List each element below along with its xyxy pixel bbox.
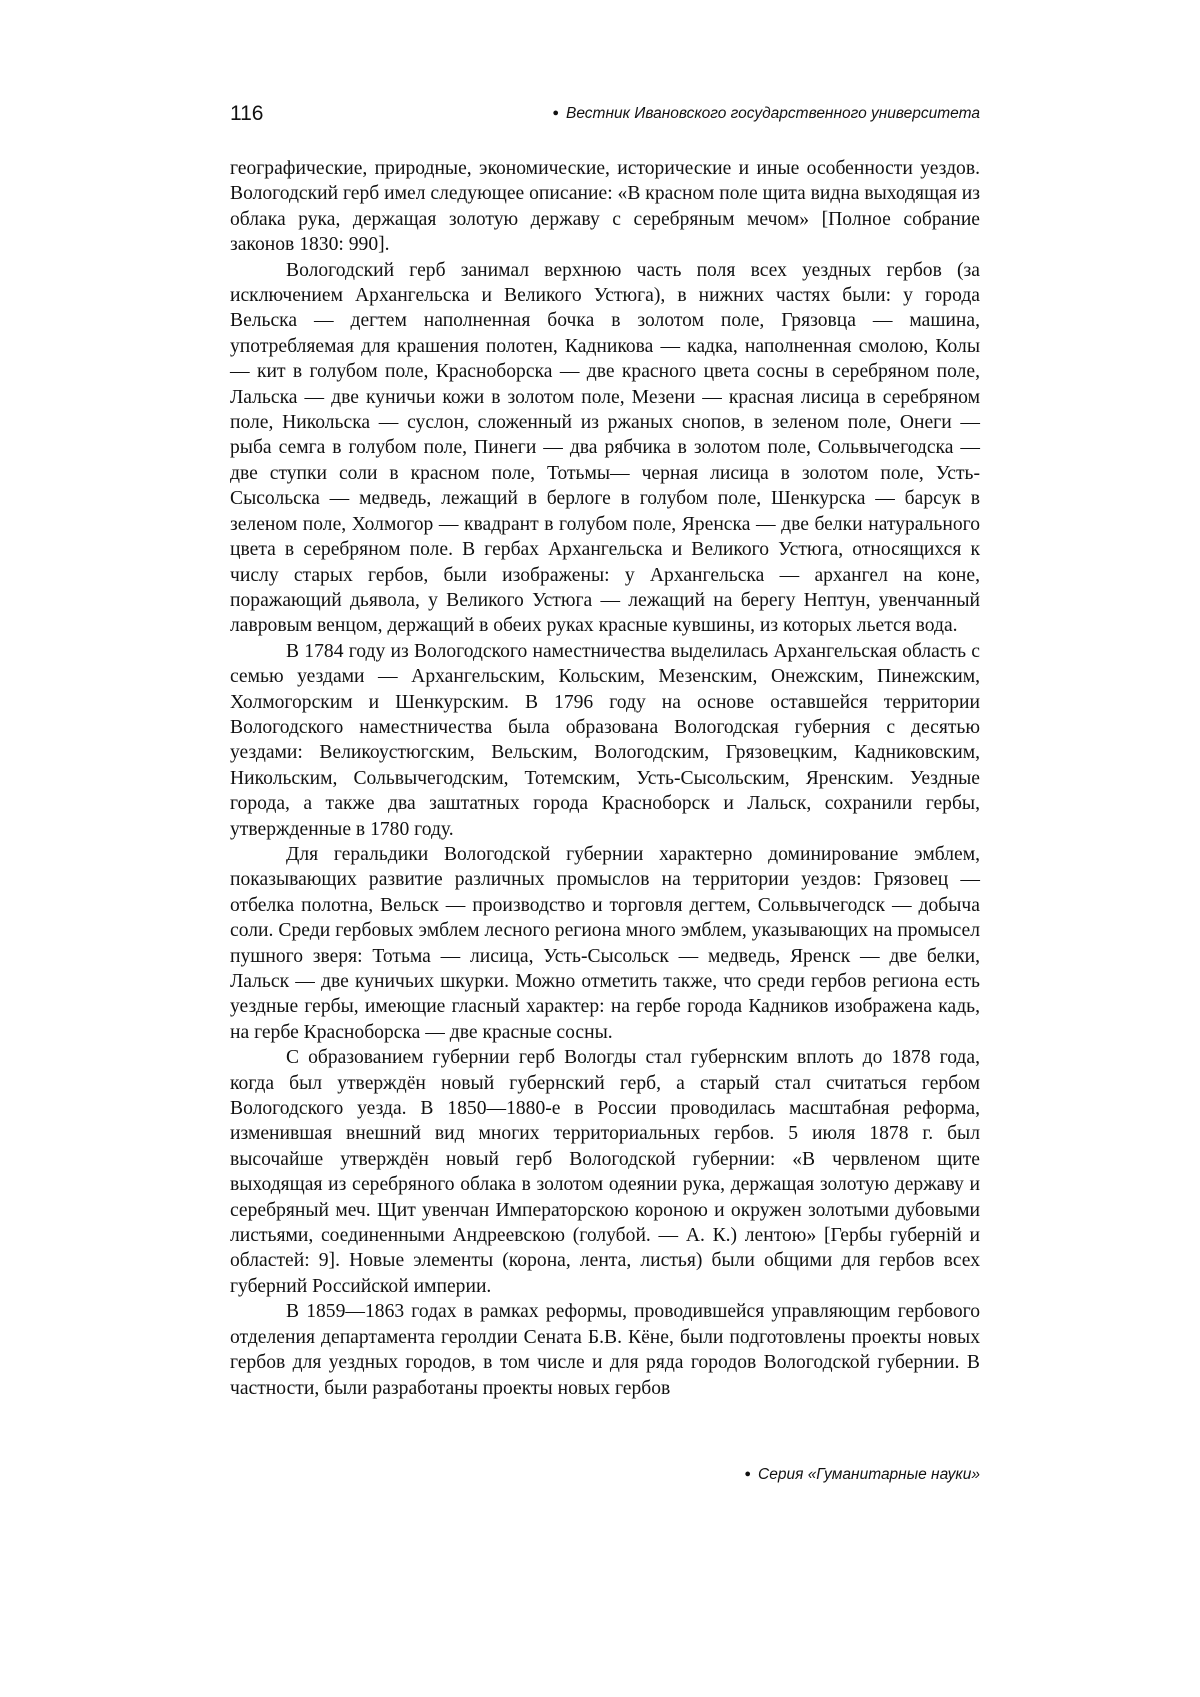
header-bullet-icon: ● <box>552 107 559 119</box>
series-title: Серия «Гуманитарные науки» <box>758 1466 980 1483</box>
paragraph-1: географические, природные, экономические, исторические и иные особенности уездов. Вологодский герб имел следующее описание: «В красном поле щита видна выходящая из облака рука, держащая золотую державу с серебряным мечом» [Полное собрание законов 1830: 990]. <box>230 156 980 258</box>
journal-title-text: Вестник Ивановского государственного университета <box>566 105 980 122</box>
page-number: 116 <box>230 102 263 126</box>
paragraph-4: Для геральдики Вологодской губернии характерно доминирование эмблем, показывающих развитие различных промыслов на территории уездов: Грязовец — отбелка полотна, Вельск — производство и торговля дегтем, Сольвычегодск — добыча соли. Среди гербовых эмблем лесного региона много эмблем, указывающих на промысел пушного зверя: Тотьма — лисица, Усть-Сысольск — медведь, Яренск — две белки, Лальск — две куничьих шкурки. Можно отметить также, что среди гербов региона есть уездные гербы, имеющие гласный характер: на гербе города Кадников изображена кадь, на гербе Красноборска — две красные сосны. <box>230 842 980 1045</box>
footer-bullet-icon: ● <box>744 1468 751 1480</box>
paragraph-3: В 1784 году из Вологодского наместничества выделилась Архангельская область с семью уездами — Архангельским, Кольским, Мезенским, Онежским, Пинежским, Холмогорским и Шенкурским. В 1796 году на основе оставшейся территории Вологодского наместничества была образована Вологодская губерния с десятью уездами: Великоустюгским, Вельским, Вологодским, Грязовецким, Кадниковским, Никольским, Сольвычегодским, Тотемским, Усть-Сысольским, Яренским. Уездные города, а также два заштатных города Красноборск и Лальск, сохранили гербы, утвержденные в 1780 году. <box>230 639 980 842</box>
paragraph-2: Вологодский герб занимал верхнюю часть поля всех уездных гербов (за исключением Архангельска и Великого Устюга), в нижних частях были: у города Вельска — дегтем наполненная бочка в золотом поле, Грязовца — машина, употребляемая для крашения полотен, Кадникова — кадка, наполненная смолою, Колы — кит в голубом поле, Красноборска — две красного цвета сосны в серебряном поле, Лальска — две куничьи кожи в золотом поле, Мезени — красная лисица в серебряном поле, Никольска — суслон, сложенный из ржаных снопов, в зеленом поле, Онеги — рыба семга в голубом поле, Пинеги — два рябчика в золотом поле, Сольвычегодска — две ступки соли в красном поле, Тотьмы— черная лисица в золотом поле, Усть-Сысольска — медведь, лежащий в берлоге в голубом поле, Шенкурска — барсук в зеленом поле, Холмогор — квадрант в голубом поле, Яренска — две белки натурального цвета в серебряном поле. В гербах Архангельска и Великого Устюга, относящихся к числу старых гербов, были изображены: у Архангельска — архангел на коне, поражающий дьявола, у Великого Устюга — лежащий на берегу Нептун, увенчанный лавровым венцом, держащий в обеих руках красные кувшины, из которых льется вода. <box>230 258 980 639</box>
paragraph-5: С образованием губернии герб Вологды стал губернским вплоть до 1878 года, когда был утверждён новый губернский герб, а старый стал считаться гербом Вологодского уезда. В 1850—1880-е в России проводилась масштабная реформа, изменившая внешний вид многих территориальных гербов. 5 июля 1878 г. был высочайше утверждён новый герб Вологодской губернии: «В червленом щите выходящая из серебряного облака в золотом одеянии рука, держащая золотую державу и серебряный меч. Щит увенчан Императорскою короною и окружен золотыми дубовыми листьями, соединенными Андреевскою (голубой. — А. К.) лентою» [Гербы губерній и областей: 9]. Новые элементы (корона, лента, листья) были общими для гербов всех губерний Российской империи. <box>230 1045 980 1299</box>
running-header <box>230 102 980 132</box>
paragraph-6: В 1859—1863 годах в рамках реформы, проводившейся управляющим гербового отделения департамента геролдии Сената Б.В. Кёне, были подготовлены проекты новых гербов для уездных городов, в том числе и для ряда городов Вологодской губернии. В частности, были разработаны проекты новых гербов <box>230 1299 980 1401</box>
journal-title <box>552 105 980 123</box>
article-body <box>230 156 980 1401</box>
running-footer <box>744 1466 980 1484</box>
